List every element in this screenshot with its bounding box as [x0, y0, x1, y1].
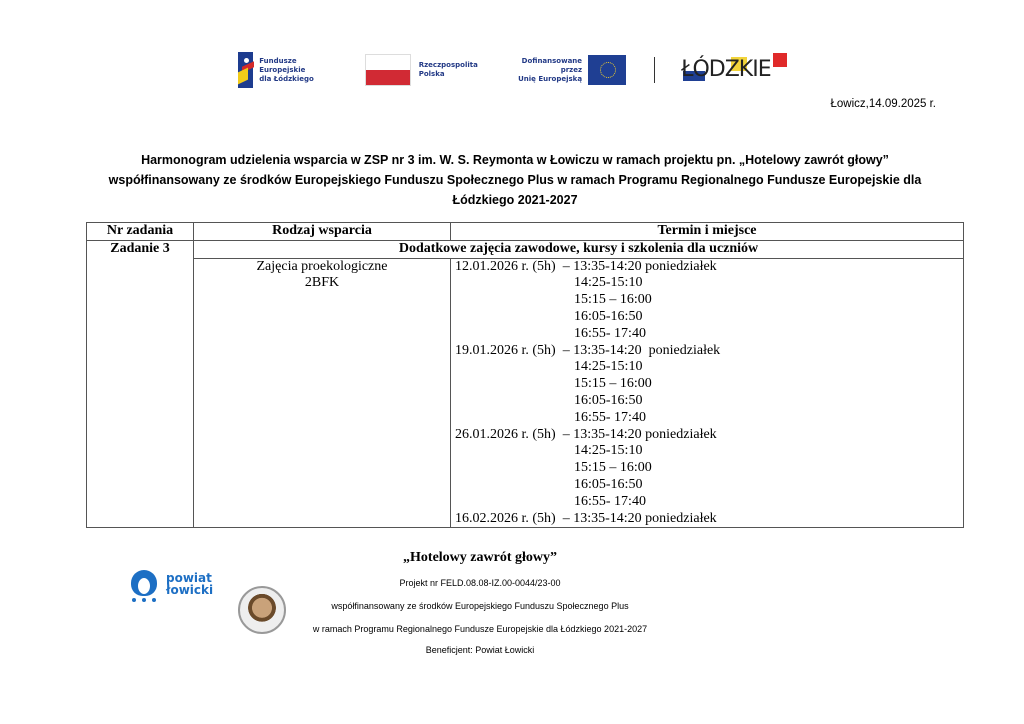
footer-project-title: „Hotelowy zawrót głowy”	[403, 550, 557, 565]
schedule-line: 16:55- 17:40	[455, 409, 646, 425]
document-date: Łowicz,14.09.2025 r.	[830, 98, 936, 110]
schedule-line: 16:05-16:50	[455, 476, 643, 492]
schedule-line: 26.01.2026 r. (5h) – 13:35-14:20 poniedziałek	[455, 426, 717, 442]
schedule-line: 16:05-16:50	[455, 392, 643, 408]
eu-logo-text	[502, 57, 582, 84]
document-title	[80, 150, 950, 210]
support-type-cell	[194, 258, 451, 528]
rp-text-1: Rzeczpospolita	[418, 61, 478, 69]
powiat-text-2: łowicki	[166, 583, 214, 597]
support-type-name: Zajęcia proekologiczne	[256, 258, 388, 274]
eu-text-2: Unię Europejską	[518, 74, 583, 83]
schedule-line: 15:15 – 16:00	[455, 376, 652, 392]
footer-cofinanced: współfinansowany ze środków Europejskiego Funduszu Społecznego Plus	[331, 601, 629, 611]
schedule-line: 16.02.2026 r. (5h) – 13:35-14:20 poniedziałek	[455, 510, 717, 526]
fe-logo	[238, 52, 341, 88]
footer-beneficiary: Beneficjent: Powiat Łowicki	[425, 645, 535, 655]
header-task-number: Nr zadania	[87, 223, 194, 241]
schedule-line: 15:15 – 16:00	[455, 292, 652, 308]
title-line-2: współfinansowany ze środków Europejskiego Funduszu Społecznego Plus w ramach Programu Regionalnego Fundusze Europejskie dla	[108, 173, 922, 187]
schedule-line: 12.01.2026 r. (5h) – 13:35-14:20 poniedziałek	[455, 258, 717, 274]
schedule-line: 14:25-15:10	[455, 359, 643, 375]
schedule-line: 16:05-16:50	[455, 308, 643, 324]
fe-logo-text-2: dla Łódzkiego	[259, 74, 314, 83]
schedule-line: 14:25-15:10	[455, 443, 643, 459]
eu-flag-icon	[588, 55, 626, 85]
schedule-line: 15:15 – 16:00	[455, 460, 652, 476]
funding-logos-bar	[238, 44, 784, 96]
schedule-line: 19.01.2026 r. (5h) – 13:35-14:20 poniedziałek	[455, 342, 721, 358]
footer-programme: w ramach Programu Regionalnego Fundusze Europejskie dla Łódzkiego 2021-2027	[312, 624, 648, 634]
fe-emblem-icon	[238, 52, 253, 88]
rp-logo-text	[419, 61, 478, 79]
task-number: Zadanie 3	[87, 240, 194, 528]
flame-emblem-icon	[128, 566, 160, 602]
polish-flag-icon	[365, 54, 411, 86]
schedule-line: 16:55- 17:40	[455, 493, 646, 509]
schedule-cell	[451, 258, 964, 528]
header-support-type: Rodzaj wsparcia	[194, 223, 451, 241]
schedule-line: 14:25-15:10	[455, 275, 643, 291]
table-row	[87, 258, 964, 528]
table-header-row	[87, 223, 964, 241]
schedule-line: 16:55- 17:40	[455, 325, 646, 341]
fe-logo-text-1: Fundusze Europejskie	[259, 56, 306, 74]
powiat-lowicki-logo	[128, 566, 213, 602]
lodzkie-logo	[681, 53, 784, 87]
title-line-3: Łódzkiego 2021-2027	[452, 193, 578, 207]
rp-text-2: Polska	[418, 70, 445, 78]
eu-text-1: Dofinansowane przez	[521, 56, 583, 74]
schedule-table	[86, 222, 964, 528]
footer-project-number: Projekt nr FELD.08.08-IZ.00-0044/23-00	[399, 578, 561, 588]
task-description: Dodatkowe zajęcia zawodowe, kursy i szkolenia dla uczniów	[194, 240, 964, 258]
support-type-class: 2BFK	[304, 275, 340, 291]
header-date-place: Termin i miejsce	[451, 223, 964, 241]
lodzkie-logo-text: ŁÓDZKIE	[681, 57, 771, 82]
title-line-1: Harmonogram udzielenia wsparcia w ZSP nr 3 im. W. S. Reymonta w Łowiczu w ramach projektu pn. „Hotelowy zawrót głowy”	[141, 153, 889, 167]
task-row	[87, 240, 964, 258]
powiat-text-1: powiat	[166, 571, 212, 585]
logo-separator	[654, 57, 655, 83]
